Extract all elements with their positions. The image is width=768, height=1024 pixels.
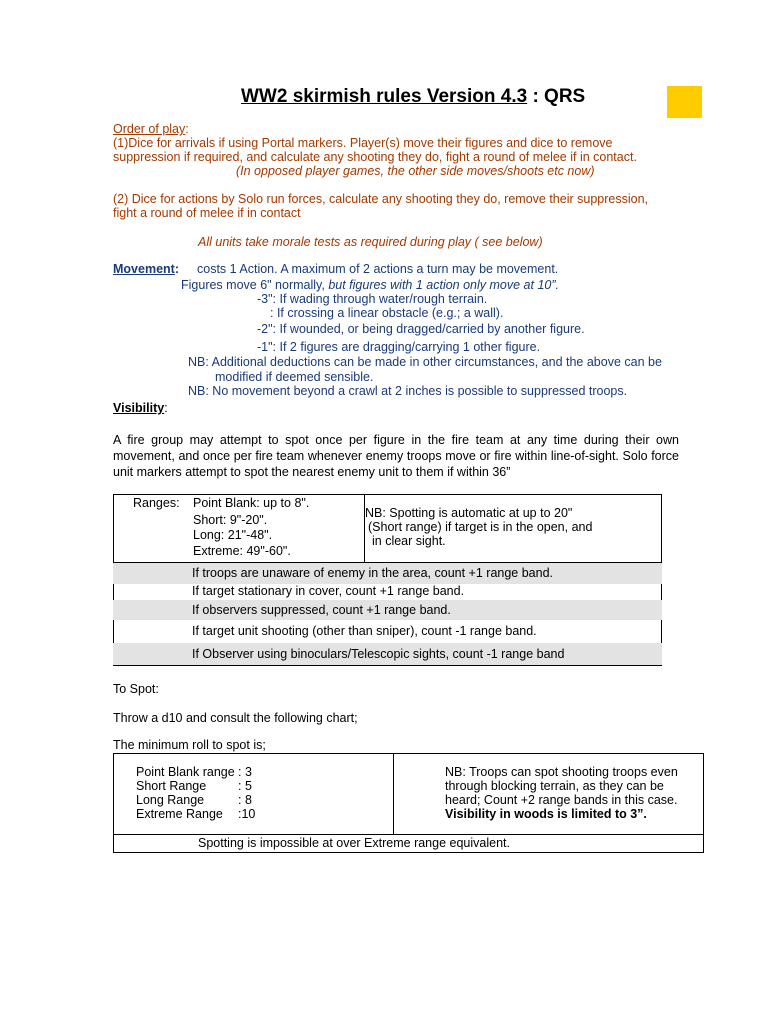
spot-nb-line2: through blocking terrain, as they can be — [445, 779, 664, 793]
to-spot-label: To Spot: — [113, 682, 159, 696]
visibility-heading-text: Visibility — [113, 401, 165, 415]
movement-nb1-line1: NB: Additional deductions can be made in other circumstances, and the above can be — [188, 355, 662, 369]
modifier-row: If troops are unaware of enemy in the area, count +1 range band. — [113, 563, 662, 584]
movement-nb1-line2: modified if deemed sensible. — [215, 370, 374, 384]
ranges-nb-line2: (Short range) if target is in the open, and — [368, 520, 593, 534]
movement-line2-normal: Figures move 6" normally, — [181, 278, 329, 292]
order-p1-line2: suppression if required, and calculate any shooting they do, fight a round of melee if in contact. — [113, 150, 637, 164]
roll-extreme-label: Extreme Range — [136, 807, 223, 821]
modifier-row: If observers suppressed, count +1 range band. — [113, 600, 662, 620]
movement-line5: -2": If wounded, or being dragged/carried by another figure. — [257, 322, 585, 336]
movement-heading-text: Movement — [113, 262, 175, 276]
order-heading — [113, 122, 189, 136]
movement-line2 — [181, 278, 559, 292]
ranges-label: Ranges: — [133, 496, 180, 510]
order-p1-line1: (1)Dice for arrivals if using Portal markers. Player(s) move their figures and dice to remove — [113, 136, 613, 150]
visibility-heading-colon: : — [164, 401, 168, 415]
modifier-row: If Observer using binoculars/Telescopic sights, count -1 range band — [113, 643, 662, 665]
modifier-row: If target unit shooting (other than sniper), count -1 range band. — [192, 624, 537, 638]
order-p2-line1: (2) Dice for actions by Solo run forces, calculate any shooting they do, remove their suppression, — [113, 192, 648, 206]
yellow-marker — [667, 86, 702, 118]
movement-line3: -3": If wading through water/rough terrain. — [257, 292, 488, 306]
spot-table-footer-rule — [113, 834, 704, 835]
range-point-blank: Point Blank: up to 8". — [193, 496, 310, 510]
spot-nb-line1: NB: Troops can spot shooting troops even — [445, 765, 678, 779]
page-title — [241, 86, 585, 108]
movement-line4: : If crossing a linear obstacle (e.g.; a wall). — [270, 306, 504, 320]
ranges-nb-line3: in clear sight. — [372, 534, 446, 548]
visibility-paragraph: A fire group may attempt to spot once per figure in the fire team at any time during their own movement, and once per fire team whenever enemy troops move or fire within line-of-sight. Solo force unit markers attempt to spot the nearest enemy unit to them if within 36” — [113, 433, 679, 479]
roll-point-blank-value: : 3 — [238, 765, 252, 779]
range-extreme: Extreme: 49"-60". — [193, 544, 291, 558]
minimum-roll-label: The minimum roll to spot is; — [113, 738, 266, 752]
roll-extreme-value: :10 — [238, 807, 256, 821]
movement-heading-colon: : — [174, 262, 179, 276]
order-morale-note: All units take morale tests as required during play ( see below) — [198, 235, 543, 249]
roll-short-label: Short Range — [136, 779, 207, 793]
roll-long-label: Long Range — [136, 793, 205, 807]
roll-point-blank-label: Point Blank range — [136, 765, 235, 779]
title-suffix: : QRS — [527, 86, 586, 107]
throw-instruction: Throw a d10 and consult the following chart; — [113, 711, 358, 725]
range-long: Long: 21"-48". — [193, 528, 273, 542]
movement-line6: -1": If 2 figures are dragging/carrying 1 other figure. — [257, 340, 541, 354]
spot-table-divider — [393, 753, 394, 835]
order-p2-line2: fight a round of melee if in contact — [113, 206, 301, 220]
spot-nb-line3: heard; Count +2 range bands in this case. — [445, 793, 678, 807]
ranges-divider — [364, 494, 365, 563]
order-heading-text: Order of play — [113, 122, 186, 136]
spot-footer: Spotting is impossible at over Extreme range equivalent. — [198, 836, 510, 850]
roll-short-value: : 5 — [238, 779, 252, 793]
spot-nb-bold: Visibility in woods is limited to 3”. — [445, 807, 647, 821]
order-heading-colon: : — [185, 122, 189, 136]
order-p1-note: (In opposed player games, the other side moves/shoots etc now) — [236, 164, 595, 178]
roll-long-value: : 8 — [238, 793, 252, 807]
movement-nb2: NB: No movement beyond a crawl at 2 inches is possible to suppressed troops. — [188, 384, 628, 398]
movement-heading — [113, 262, 179, 276]
visibility-heading — [113, 401, 168, 415]
movement-line2-italic: but figures with 1 action only move at 10”. — [328, 278, 559, 292]
movement-line1: costs 1 Action. A maximum of 2 actions a turn may be movement. — [197, 262, 559, 276]
title-main: WW2 skirmish rules Version 4.3 — [241, 86, 528, 107]
ranges-nb-line1: NB: Spotting is automatic at up to 20" — [365, 506, 573, 520]
range-short: Short: 9"-20". — [193, 513, 268, 527]
modifier-row: If target stationary in cover, count +1 range band. — [192, 584, 465, 598]
